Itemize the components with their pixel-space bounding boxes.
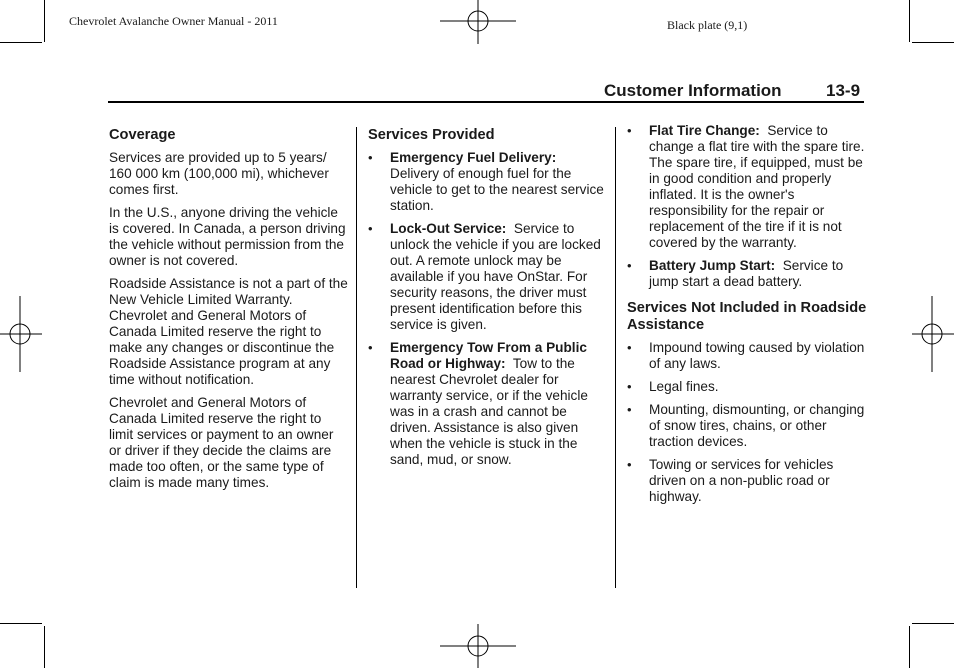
list-item — [627, 123, 867, 251]
registration-mark-bottom — [440, 624, 516, 668]
bullet-icon: • — [627, 258, 632, 273]
paragraph: Roadside Assistance is not a part of the New Vehicle Limited Warranty. Chevrolet and General Motors of Canada Limited reserve the right to make any changes or discontinue the Roadside Assistance program at any time without notification. — [109, 276, 348, 387]
crop-mark — [909, 626, 910, 668]
crop-mark — [44, 626, 45, 668]
bullet-icon: • — [368, 340, 373, 355]
bullet-icon: • — [627, 123, 632, 138]
plate-label: Black plate (9,1) — [667, 18, 748, 32]
item-term: Emergency Fuel Delivery: — [390, 150, 557, 165]
list-item — [368, 340, 608, 468]
crop-mark — [909, 0, 910, 42]
bullet-icon: • — [368, 150, 373, 165]
item-text: Service to jump start a dead battery. — [649, 258, 844, 289]
column-divider — [615, 127, 616, 588]
coverage-heading: Coverage — [109, 127, 176, 143]
list-item — [627, 258, 867, 290]
services-list-continued — [627, 123, 867, 290]
item-text: Service to change a flat tire with the spare tire. The spare tire, if equipped, must be in good condition and properly inflated. It is the owner's responsibility for the repair or replacement of the tire if it is not covered by the warranty. — [649, 123, 865, 250]
services-list — [368, 150, 608, 468]
not-included-heading: Services Not Included in Roadside Assistance — [627, 300, 867, 333]
item-term: Flat Tire Change: — [649, 123, 760, 138]
section-title: Customer Information — [604, 81, 782, 100]
item-text: Delivery of enough fuel for the vehicle to get to the nearest service station. — [390, 166, 604, 213]
paragraph: Services are provided up to 5 years/ 160 000 km (100,000 mi), whichever comes first. — [109, 150, 329, 197]
list-item — [627, 379, 867, 395]
page-number: 13-9 — [826, 81, 861, 100]
column-services-continued — [627, 123, 867, 512]
bullet-icon: • — [627, 379, 632, 394]
item-term: Emergency Tow From a Public Road or Highway: — [390, 340, 587, 371]
item-term: Battery Jump Start: — [649, 258, 776, 273]
crop-mark — [912, 623, 954, 624]
item-term: Lock-Out Service: — [390, 221, 507, 236]
column-divider — [356, 127, 357, 588]
item-text: Mounting, dismounting, or changing of snow tires, chains, or other traction devices. — [649, 402, 865, 449]
item-text: Service to unlock the vehicle if you are locked out. A remote unlock may be available if you have OnStar. For security reasons, the driver must present identification before this service is given. — [390, 221, 601, 332]
item-text: Legal fines. — [649, 379, 719, 394]
registration-mark-right — [912, 296, 954, 372]
paragraph: In the U.S., anyone driving the vehicle is covered. In Canada, a person driving the vehicle without permission from the owner is not covered. — [109, 205, 346, 268]
services-provided-heading: Services Provided — [368, 127, 495, 143]
not-included-list — [627, 340, 867, 505]
list-item — [627, 457, 867, 505]
crop-mark — [0, 42, 42, 43]
header-rule — [108, 101, 864, 103]
column-services-provided — [368, 127, 608, 475]
item-text: Tow to the nearest Chevrolet dealer for warranty service, or if the vehicle was in a crash and cannot be driven. Assistance is also given when the vehicle is stuck in the sand, mud, or snow. — [390, 356, 588, 467]
registration-mark-top — [440, 0, 516, 44]
list-item — [368, 221, 608, 333]
bullet-icon: • — [368, 221, 373, 236]
paragraph: Chevrolet and General Motors of Canada Limited reserve the right to limit services or payment to an owner or driver if they decide the claims are made too often, or the same type of claim is made many times. — [109, 395, 334, 490]
registration-mark-left — [0, 296, 42, 372]
list-item — [368, 150, 608, 214]
list-item — [627, 402, 867, 450]
crop-mark — [912, 42, 954, 43]
list-item — [627, 340, 867, 372]
column-coverage — [109, 127, 349, 498]
bullet-icon: • — [627, 340, 632, 355]
item-text: Towing or services for vehicles driven on a non-public road or highway. — [649, 457, 834, 504]
bullet-icon: • — [627, 402, 632, 417]
item-text: Impound towing caused by violation of any laws. — [649, 340, 865, 371]
manual-title: Chevrolet Avalanche Owner Manual - 2011 — [69, 14, 278, 28]
crop-mark — [44, 0, 45, 42]
crop-mark — [0, 623, 42, 624]
bullet-icon: • — [627, 457, 632, 472]
